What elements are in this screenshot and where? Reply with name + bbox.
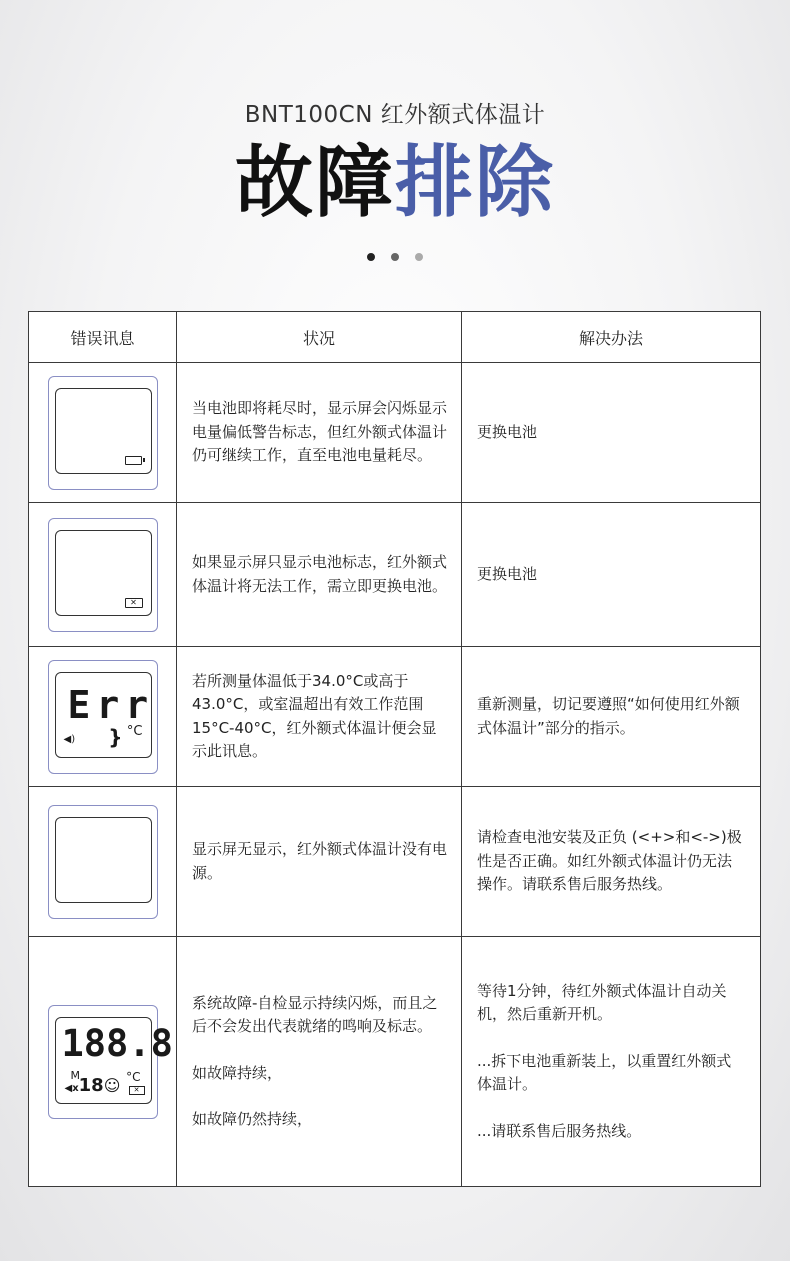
lcd-display-self-test xyxy=(48,1005,173,1119)
solution-cell: 更换电池 xyxy=(462,363,761,503)
solution-line: ...拆下电池重新装上，以重置红外额式体温计。 xyxy=(477,1051,732,1094)
solution-line: ...请联系售后服务热线。 xyxy=(477,1121,642,1140)
lcd-screen xyxy=(55,1017,173,1104)
table-row xyxy=(29,787,761,937)
condition-cell: 如果显示屏只显示电池标志，红外额式体温计将无法工作，需立即更换电池。 xyxy=(177,503,462,647)
forehead-icon: ☺ xyxy=(103,1075,121,1095)
lcd-display-blank xyxy=(48,805,158,919)
carousel-dot-2[interactable] xyxy=(391,253,399,261)
table-row xyxy=(29,503,761,647)
lcd-display-battery-empty xyxy=(48,518,158,632)
condition-cell xyxy=(177,937,462,1187)
memory-readout xyxy=(65,1076,121,1099)
solution-cell: 更换电池 xyxy=(462,503,761,647)
condition-cell: 若所测量体温低于34.0°C或高于43.0°C，或室温超出有效工作范围 15°C-40°C，红外额式体温计便会显示此讯息。 xyxy=(177,647,462,787)
error-display-cell xyxy=(29,363,177,503)
battery-empty-icon: ✕ xyxy=(129,1086,145,1095)
product-subtitle: BNT100CN 红外额式体温计 xyxy=(244,102,546,128)
error-display-cell xyxy=(29,647,177,787)
error-display-cell xyxy=(29,503,177,647)
error-display-cell xyxy=(29,937,177,1187)
lcd-screen xyxy=(55,672,155,758)
lcd-screen xyxy=(55,530,152,616)
speaker-icon: ◀) xyxy=(63,733,76,745)
battery-empty-icon: ✕ xyxy=(125,598,143,608)
solution-line: 等待1分钟，待红外额式体温计自动关机，然后重新开机。 xyxy=(477,981,727,1024)
column-header-solution: 解决办法 xyxy=(462,312,761,363)
segment-readout: 188.8 xyxy=(61,1021,173,1065)
condition-cell: 显示屏无显示，红外额式体温计没有电源。 xyxy=(177,787,462,937)
battery-low-icon xyxy=(125,456,142,465)
lcd-display-err xyxy=(48,660,158,774)
speaker-icon: ◀x xyxy=(64,1082,79,1094)
solution-cell xyxy=(462,937,761,1187)
table-row xyxy=(29,363,761,503)
memory-number: 18 xyxy=(78,1074,104,1096)
page-title xyxy=(0,138,790,228)
memory-label: M xyxy=(70,1068,80,1082)
err-readout: Err xyxy=(67,682,155,727)
title-part-dark: 故障 xyxy=(234,138,395,228)
error-display-cell xyxy=(29,787,177,937)
carousel-dot-1[interactable] xyxy=(367,253,375,261)
solution-cell: 请检查电池安装及正负 (<+>和<->)极性是否正确。如红外额式体温计仍无法操作。请联系售后服务热线。 xyxy=(462,787,761,937)
table-row xyxy=(29,937,761,1187)
column-header-condition: 状况 xyxy=(177,312,462,363)
table-row xyxy=(29,647,761,787)
celsius-unit: °C xyxy=(126,723,143,739)
lcd-display-battery-low xyxy=(48,376,158,490)
carousel-dot-3[interactable] xyxy=(415,253,423,261)
condition-cell: 当电池即将耗尽时，显示屏会闪烁显示电量偏低警告标志，但红外额式体温计仍可继续工作，直至电池电量耗尽。 xyxy=(177,363,462,503)
forehead-icon: } xyxy=(108,724,123,749)
lcd-screen xyxy=(55,817,152,903)
condition-line: 如故障仍然持续， xyxy=(192,1110,313,1128)
troubleshooting-table xyxy=(28,311,761,1187)
carousel-indicator xyxy=(0,246,790,265)
table-header-row xyxy=(29,312,761,363)
column-header-error: 错误讯息 xyxy=(29,312,177,363)
title-part-blue: 排除 xyxy=(395,138,556,228)
solution-cell: 重新测量，切记要遵照“如何使用红外额式体温计”部分的指示。 xyxy=(462,647,761,787)
celsius-unit: °C xyxy=(126,1069,141,1084)
condition-line: 系统故障-自检显示持续闪烁，而且之后不会发出代表就绪的鸣响及标志。 xyxy=(192,993,438,1035)
lcd-screen xyxy=(55,388,152,474)
condition-line: 如故障持续， xyxy=(192,1063,283,1082)
